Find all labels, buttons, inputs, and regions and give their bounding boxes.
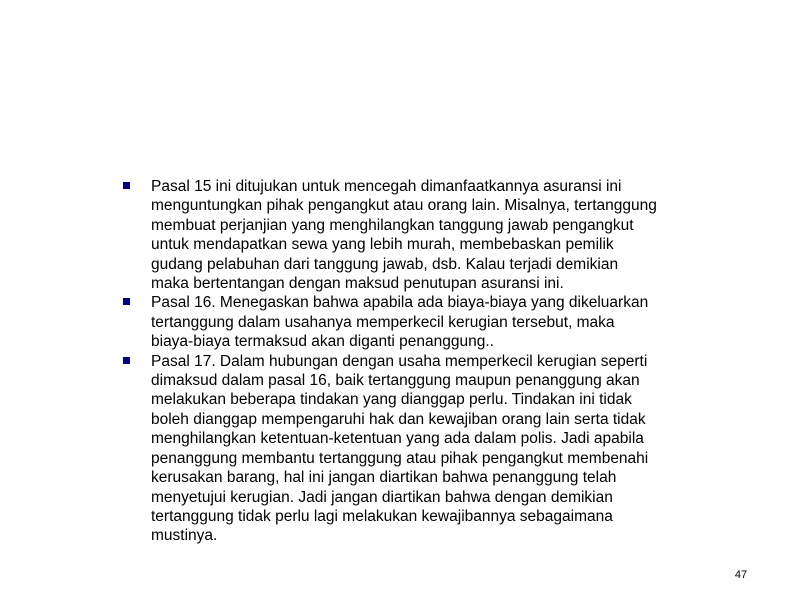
text-line: melakukan beberapa tindakan yang dianggap perlu. Tindakan ini tidak — [151, 391, 632, 409]
text-line: tertanggung tidak perlu lagi melakukan kewajibannya sebagaimana — [151, 507, 613, 525]
text-line: biaya-biaya termaksud akan diganti penanggung.. — [151, 333, 494, 351]
text-line: untuk mendapatkan sewa yang lebih murah, membebaskan pemilik — [151, 236, 614, 254]
text-line: boleh dianggap mempengaruhi hak dan kewajiban orang lain serta tidak — [151, 410, 646, 428]
text-line: maka bertentangan dengan maksud penutupan asuransi ini. — [151, 275, 564, 293]
text-line: menyetujui kerugian. Jadi jangan diartikan bahwa dengan demikian — [151, 488, 613, 506]
square-bullet-icon — [123, 182, 130, 189]
bullet-text — [151, 293, 745, 351]
bullet-item-pasal-15 — [120, 177, 745, 293]
text-line: dimaksud dalam pasal 16, baik tertanggung maupun penanggung akan — [151, 372, 640, 390]
text-line: Pasal 17. Dalam hubungan dengan usaha memperkecil kerugian seperti — [151, 352, 648, 370]
text-line: gudang pelabuhan dari tanggung jawab, dsb. Kalau terjadi demikian — [151, 255, 619, 273]
text-line: tertanggung dalam usahanya memperkecil kerugian tersebut, maka — [151, 313, 615, 331]
bullet-text — [151, 177, 745, 293]
text-line: membuat perjanjian yang menghilangkan tanggung jawab pengangkut — [151, 216, 634, 234]
bullet-list — [120, 177, 745, 546]
bullet-item-pasal-16 — [120, 293, 745, 351]
text-line: Pasal 15 ini ditujukan untuk mencegah dimanfaatkannya asuransi ini — [151, 178, 622, 195]
square-bullet-icon — [123, 357, 130, 364]
text-line: menguntungkan pihak pengangkut atau orang lain. Misalnya, tertanggung — [151, 197, 657, 215]
text-line: Pasal 16. Menegaskan bahwa apabila ada biaya-biaya yang dikeluarkan — [151, 294, 649, 312]
text-line: mustinya. — [151, 527, 218, 545]
bullet-item-pasal-17 — [120, 352, 745, 546]
bullet-text — [151, 352, 745, 546]
text-line: penanggung membantu tertanggung atau pihak pengangkut membenahi — [151, 449, 649, 467]
page-number: 47 — [734, 569, 748, 581]
text-line: kerusakan barang, hal ini jangan diartikan bahwa penanggung telah — [151, 469, 617, 487]
square-bullet-icon — [123, 298, 130, 305]
text-line: menghilangkan ketentuan-ketentuan yang ada dalam polis. Jadi apabila — [151, 430, 644, 448]
